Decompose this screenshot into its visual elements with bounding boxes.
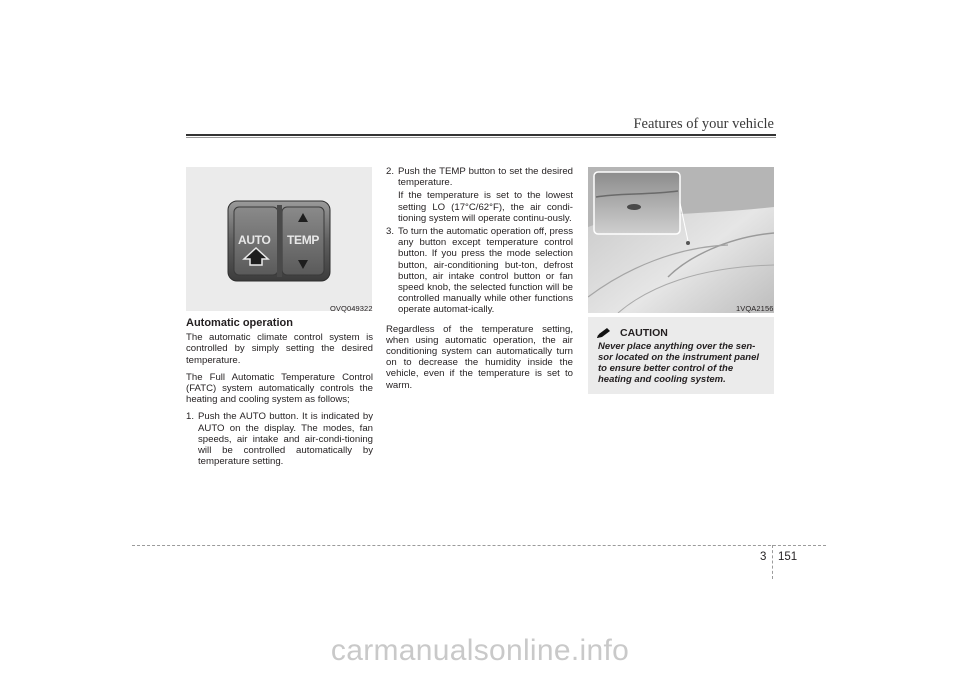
auto-label: AUTO <box>238 233 271 247</box>
list-text: Push the AUTO button. It is indicated by AUTO on the display. The modes, fan speeds, air intake and air-condi-tioning will be controlled automatically by temperature setting. <box>198 411 373 468</box>
list-item <box>186 411 373 467</box>
list-text: Push the TEMP button to set the desired temperature. <box>398 166 573 189</box>
list-number: 2. <box>386 166 395 177</box>
list-subtext-content: If the temperature is set to the lowest setting LO (17°C/62°F), the air condi-tioning system will operate continu-ously. <box>398 190 573 224</box>
header-title: Features of your vehicle <box>633 116 774 132</box>
caution-title: CAUTION <box>620 327 668 339</box>
column-1 <box>186 318 373 473</box>
list-number: 3. <box>386 226 395 238</box>
caution-heading <box>596 327 668 339</box>
dashboard-illustration <box>588 167 774 313</box>
list-item <box>386 166 573 188</box>
figure-code-right: 1VQA2156 <box>736 304 774 313</box>
list-text: To turn the automatic operation off, press any button except temperature control button. If you press the mode selection button, air-conditioning but-ton, defrost button, air intake control button or fan speed knob, the selected function will be controlled manually while other functions operate automat-ically. <box>398 226 573 316</box>
figure-code-left: OVQ049322 <box>330 304 373 313</box>
dashboard-sensor-figure <box>588 167 774 313</box>
footer-rule <box>132 545 826 546</box>
auto-temp-button-figure <box>186 167 372 311</box>
temp-down-icon <box>298 260 308 269</box>
temp-label: TEMP <box>287 233 320 247</box>
watermark: carmanualsonline.info <box>330 634 630 667</box>
paragraph: The automatic climate control system is controlled by simply setting the desired temperature. <box>186 332 373 366</box>
caution-text: Never place anything over the sen-sor located on the instrument panel to ensure better control of the heating and cooling system. <box>598 341 759 385</box>
list-subtext <box>386 190 573 224</box>
paragraph: Regardless of the temperature setting, when using automatic operation, the air conditioning system can automatically turn on to decrease the humidity inside the vehicle, even if the temperature is set to warm. <box>386 323 573 391</box>
temp-up-icon <box>298 213 308 222</box>
warning-pencil-icon <box>596 327 612 339</box>
page-number: 151 <box>778 551 798 563</box>
column-2 <box>386 166 573 397</box>
press-arrow-icon <box>244 248 268 265</box>
paragraph: The Full Automatic Temperature Control (FATC) system automatically controls the heating and cooling system as follows; <box>186 371 373 406</box>
footer-divider <box>772 545 773 579</box>
list-number: 1. <box>186 411 195 423</box>
caution-box <box>588 317 774 394</box>
header-rule-thin <box>186 137 776 138</box>
chapter-number: 3 <box>760 551 767 563</box>
header-rule <box>186 134 776 136</box>
list-item <box>386 226 573 316</box>
section-heading: Automatic operation <box>186 317 293 329</box>
